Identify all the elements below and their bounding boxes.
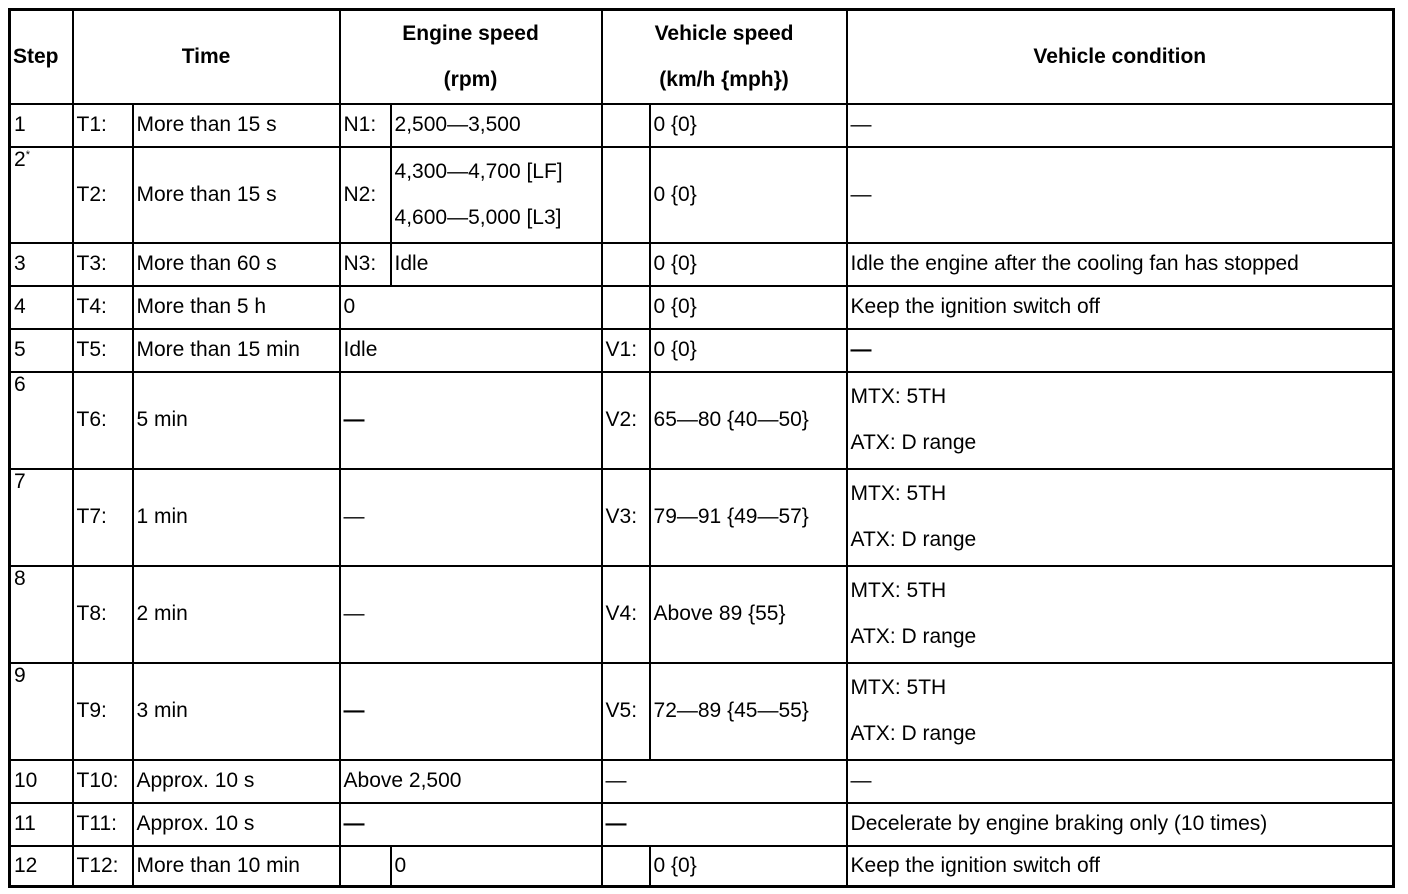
header-row xyxy=(10,10,1394,104)
condition-atx: ATX: D range xyxy=(850,431,977,454)
condition-cell xyxy=(847,663,1394,760)
engine-speed-unit: (rpm) xyxy=(443,67,498,91)
engine-label-cell: N3: xyxy=(340,243,391,286)
time-label-cell: T10: xyxy=(73,760,133,803)
table-row xyxy=(10,846,1394,887)
time-label-cell: T7: xyxy=(73,469,133,566)
vehicle-speed-cell: — xyxy=(602,803,847,846)
step-cell: 3 xyxy=(10,243,73,286)
condition-cell xyxy=(847,372,1394,469)
vehicle-label-cell: V2: xyxy=(602,372,650,469)
engine-speed-title: Engine speed xyxy=(402,21,539,45)
time-cell: 2 min xyxy=(133,566,340,663)
engine-speed-cell: 0 xyxy=(340,286,602,329)
condition-mtx: MTX: 5TH xyxy=(850,482,947,505)
time-cell: More than 60 s xyxy=(133,243,340,286)
step-cell: 1 xyxy=(10,104,73,147)
vehicle-speed-cell: 0 {0} xyxy=(650,329,847,372)
condition-mtx: MTX: 5TH xyxy=(850,579,947,602)
engine-label-cell xyxy=(340,846,391,887)
step-header: Step xyxy=(10,10,73,104)
condition-atx: ATX: D range xyxy=(850,528,977,551)
condition-cell xyxy=(847,566,1394,663)
step-number: 2 xyxy=(14,147,26,171)
vehicle-speed-cell: 0 {0} xyxy=(650,243,847,286)
vehicle-label-cell xyxy=(602,286,650,329)
vehicle-speed-cell: 0 {0} xyxy=(650,147,847,243)
vehicle-speed-cell: 65—80 {40—50} xyxy=(650,372,847,469)
vehicle-speed-unit: (km/h {mph}) xyxy=(659,67,789,91)
time-cell: More than 5 h xyxy=(133,286,340,329)
time-label-cell: T12: xyxy=(73,846,133,887)
time-label-cell: T2: xyxy=(73,147,133,243)
condition-cell: Decelerate by engine braking only (10 times) xyxy=(847,803,1394,846)
vehicle-condition-header: Vehicle condition xyxy=(847,10,1394,104)
time-label-cell: T8: xyxy=(73,566,133,663)
step-cell: 8 xyxy=(10,566,73,663)
engine-speed-cell: — xyxy=(340,372,602,469)
step-cell: 12 xyxy=(10,846,73,887)
engine-speed-cell: — xyxy=(340,803,602,846)
step-cell: 7 xyxy=(10,469,73,566)
vehicle-label-cell xyxy=(602,147,650,243)
condition-cell: Keep the ignition switch off xyxy=(847,286,1394,329)
condition-cell: Keep the ignition switch off xyxy=(847,846,1394,887)
vehicle-speed-header xyxy=(602,10,847,104)
time-cell: 5 min xyxy=(133,372,340,469)
vehicle-speed-title: Vehicle speed xyxy=(654,21,794,45)
time-label-cell: T6: xyxy=(73,372,133,469)
vehicle-speed-cell: 79—91 {49—57} xyxy=(650,469,847,566)
condition-mtx: MTX: 5TH xyxy=(850,385,947,408)
table-row xyxy=(10,329,1394,372)
vehicle-speed-cell: — xyxy=(602,760,847,803)
time-cell: More than 10 min xyxy=(133,846,340,887)
time-label-cell: T3: xyxy=(73,243,133,286)
engine-speed-header xyxy=(340,10,602,104)
time-label-cell: T11: xyxy=(73,803,133,846)
step-cell: 11 xyxy=(10,803,73,846)
time-cell: 3 min xyxy=(133,663,340,760)
time-cell: Approx. 10 s xyxy=(133,760,340,803)
engine-speed-cell: Above 2,500 xyxy=(340,760,602,803)
time-cell: Approx. 10 s xyxy=(133,803,340,846)
time-label-cell: T5: xyxy=(73,329,133,372)
vehicle-speed-cell: 0 {0} xyxy=(650,846,847,887)
step-cell xyxy=(10,147,73,243)
table-row xyxy=(10,803,1394,846)
condition-mtx: MTX: 5TH xyxy=(850,676,947,699)
step-cell: 10 xyxy=(10,760,73,803)
table-row xyxy=(10,372,1394,469)
step-cell: 4 xyxy=(10,286,73,329)
footnote-mark: * xyxy=(25,148,30,161)
step-cell: 5 xyxy=(10,329,73,372)
engine-speed-cell: 2,500—3,500 xyxy=(391,104,602,147)
condition-cell: — xyxy=(847,760,1394,803)
vehicle-speed-cell: 0 {0} xyxy=(650,104,847,147)
table-row xyxy=(10,286,1394,329)
vehicle-label-cell: V1: xyxy=(602,329,650,372)
vehicle-speed-cell: 72—89 {45—55} xyxy=(650,663,847,760)
vehicle-speed-cell: Above 89 {55} xyxy=(650,566,847,663)
table-row xyxy=(10,243,1394,286)
condition-cell: — xyxy=(847,104,1394,147)
engine-speed-cell: — xyxy=(340,469,602,566)
time-header: Time xyxy=(73,10,340,104)
condition-cell: — xyxy=(847,147,1394,243)
table-row xyxy=(10,469,1394,566)
time-label-cell: T9: xyxy=(73,663,133,760)
vehicle-speed-cell: 0 {0} xyxy=(650,286,847,329)
vehicle-label-cell: V3: xyxy=(602,469,650,566)
engine-speed-cell: — xyxy=(340,566,602,663)
vehicle-label-cell xyxy=(602,846,650,887)
time-cell: More than 15 min xyxy=(133,329,340,372)
vehicle-label-cell xyxy=(602,104,650,147)
step-cell: 9 xyxy=(10,663,73,760)
engine-speed-cell: Idle xyxy=(391,243,602,286)
vehicle-label-cell: V5: xyxy=(602,663,650,760)
condition-atx: ATX: D range xyxy=(850,722,977,745)
vehicle-label-cell: V4: xyxy=(602,566,650,663)
condition-cell xyxy=(847,469,1394,566)
time-label-cell: T4: xyxy=(73,286,133,329)
vehicle-label-cell xyxy=(602,243,650,286)
engine-speed-cell: — xyxy=(340,663,602,760)
engine-label-cell: N1: xyxy=(340,104,391,147)
engine-speed-cell xyxy=(391,147,602,243)
table-row xyxy=(10,104,1394,147)
drive-cycle-table xyxy=(8,8,1395,888)
engine-speed-cell: Idle xyxy=(340,329,602,372)
time-cell: More than 15 s xyxy=(133,104,340,147)
table-row xyxy=(10,147,1394,243)
time-cell: 1 min xyxy=(133,469,340,566)
table-row xyxy=(10,566,1394,663)
step-cell: 6 xyxy=(10,372,73,469)
condition-atx: ATX: D range xyxy=(850,625,977,648)
time-label-cell: T1: xyxy=(73,104,133,147)
table-row xyxy=(10,663,1394,760)
engine-speed-lf: 4,300—4,700 [LF] xyxy=(394,159,563,183)
time-cell: More than 15 s xyxy=(133,147,340,243)
condition-cell: — xyxy=(847,329,1394,372)
condition-cell: Idle the engine after the cooling fan has stopped xyxy=(847,243,1394,286)
table-row xyxy=(10,760,1394,803)
engine-label-cell: N2: xyxy=(340,147,391,243)
engine-speed-cell: 0 xyxy=(391,846,602,887)
engine-speed-l3: 4,600—5,000 [L3] xyxy=(394,205,562,229)
